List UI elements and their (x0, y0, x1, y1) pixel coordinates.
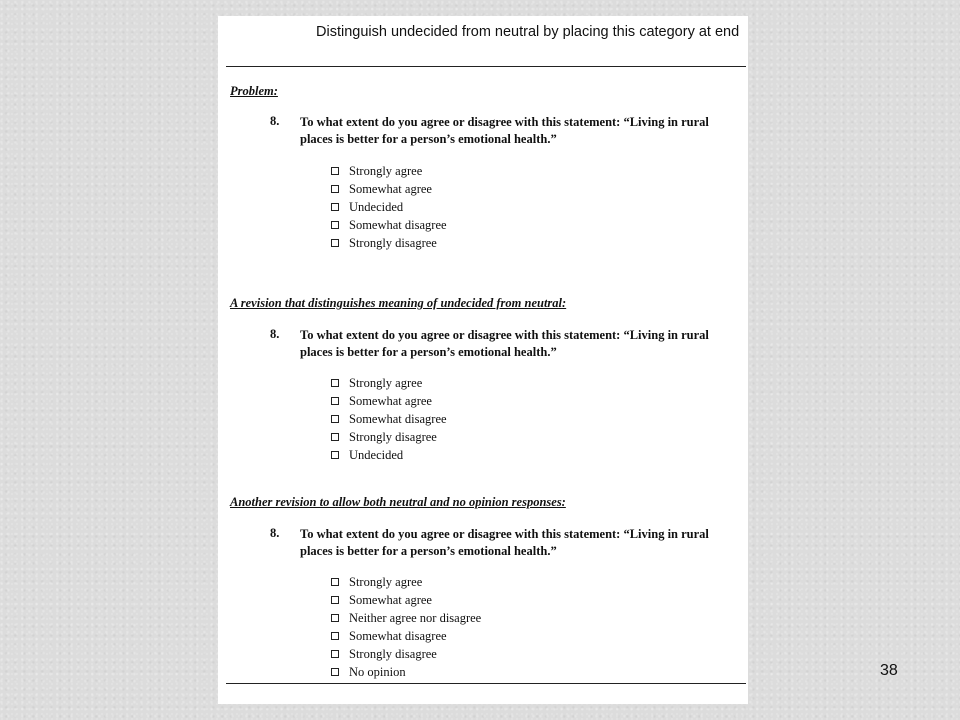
checkbox-icon[interactable] (331, 668, 339, 676)
question-text: To what extent do you agree or disagree with this statement: “Living in rural places is better for a person’s emotional health.” (300, 527, 709, 558)
option-item[interactable] (331, 216, 447, 234)
checkbox-icon[interactable] (331, 578, 339, 586)
option-item[interactable] (331, 392, 447, 410)
question-text: To what extent do you agree or disagree with this statement: “Living in rural places is better for a person’s emotional health.” (300, 328, 709, 359)
option-label: Undecided (349, 199, 404, 214)
option-item[interactable] (331, 627, 481, 645)
checkbox-icon[interactable] (331, 397, 339, 405)
option-label: Strongly agree (349, 574, 423, 589)
option-label: Strongly agree (349, 163, 423, 178)
option-item[interactable] (331, 645, 481, 663)
option-label: Somewhat agree (349, 592, 432, 607)
option-item[interactable] (331, 446, 447, 464)
checkbox-icon[interactable] (331, 451, 339, 459)
option-label: Somewhat agree (349, 181, 432, 196)
question-number: 8. (270, 114, 280, 128)
option-label: Neither agree nor disagree (349, 610, 482, 625)
checkbox-icon[interactable] (331, 203, 339, 211)
option-item[interactable] (331, 663, 481, 681)
checkbox-icon[interactable] (331, 221, 339, 229)
top-rule (226, 66, 746, 67)
option-item[interactable] (331, 410, 447, 428)
section-label-revision: A revision that distinguishes meaning of undecided from neutral: (230, 296, 567, 310)
option-label: Strongly disagree (349, 235, 437, 250)
checkbox-icon[interactable] (331, 614, 339, 622)
question-text: To what extent do you agree or disagree with this statement: “Living in rural places is better for a person’s emotional health.” (300, 115, 709, 146)
option-list (331, 374, 447, 464)
option-label: Somewhat disagree (349, 628, 447, 643)
bottom-rule (226, 683, 746, 684)
option-list (331, 162, 447, 252)
option-item[interactable] (331, 591, 481, 609)
slide-number: 38 (880, 662, 898, 679)
option-item[interactable] (331, 374, 447, 392)
option-item[interactable] (331, 198, 447, 216)
section-label-another-revision: Another revision to allow both neutral and no opinion responses: (230, 495, 566, 509)
checkbox-icon[interactable] (331, 632, 339, 640)
document-page (218, 16, 748, 704)
checkbox-icon[interactable] (331, 379, 339, 387)
option-label: Somewhat disagree (349, 411, 447, 426)
option-label: Somewhat agree (349, 393, 432, 408)
option-list (331, 573, 481, 681)
option-item[interactable] (331, 162, 447, 180)
option-item[interactable] (331, 180, 447, 198)
option-item[interactable] (331, 428, 447, 446)
option-label: Strongly disagree (349, 429, 437, 444)
option-label: Strongly disagree (349, 646, 437, 661)
checkbox-icon[interactable] (331, 596, 339, 604)
checkbox-icon[interactable] (331, 415, 339, 423)
option-item[interactable] (331, 573, 481, 591)
checkbox-icon[interactable] (331, 650, 339, 658)
option-label: Undecided (349, 447, 404, 462)
checkbox-icon[interactable] (331, 239, 339, 247)
option-label: Strongly agree (349, 375, 423, 390)
option-label: Somewhat disagree (349, 217, 447, 232)
page-header: Distinguish undecided from neutral by placing this category at end (316, 24, 740, 40)
checkbox-icon[interactable] (331, 167, 339, 175)
option-item[interactable] (331, 609, 481, 627)
checkbox-icon[interactable] (331, 185, 339, 193)
question-number: 8. (270, 526, 280, 540)
checkbox-icon[interactable] (331, 433, 339, 441)
option-item[interactable] (331, 234, 447, 252)
question-number: 8. (270, 327, 280, 341)
option-label: No opinion (349, 664, 406, 679)
section-label-problem: Problem: (230, 84, 278, 98)
